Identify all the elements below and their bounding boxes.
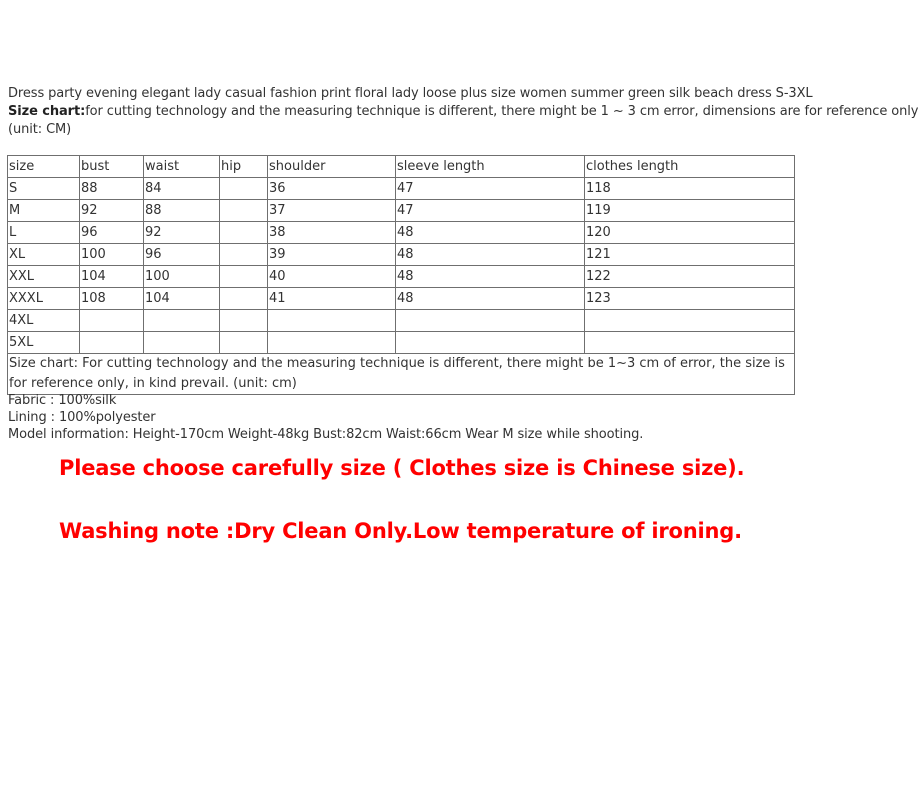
- table-cell: [585, 332, 795, 354]
- table-cell: 100: [80, 244, 144, 266]
- table-cell: [220, 332, 268, 354]
- table-footnote: Size chart: For cutting technology and the measuring technique is different, there might be 1~3 cm of error, the size is for reference only, in kind prevail. (unit: cm): [8, 354, 795, 395]
- column-header: shoulder: [268, 156, 396, 178]
- table-cell: L: [8, 222, 80, 244]
- table-cell: 47: [396, 200, 585, 222]
- table-cell: [80, 332, 144, 354]
- table-cell: 48: [396, 244, 585, 266]
- table-cell: [268, 310, 396, 332]
- column-header: clothes length: [585, 156, 795, 178]
- table-row: [8, 178, 795, 200]
- table-cell: 38: [268, 222, 396, 244]
- table-cell: 104: [80, 266, 144, 288]
- fabric-info: Fabric : 100%silk: [8, 393, 117, 408]
- size-table: [7, 155, 795, 395]
- table-cell: 40: [268, 266, 396, 288]
- table-cell: 88: [80, 178, 144, 200]
- table-cell: 39: [268, 244, 396, 266]
- table-cell: XXXL: [8, 288, 80, 310]
- table-cell: [220, 222, 268, 244]
- table-cell: 36: [268, 178, 396, 200]
- table-cell: S: [8, 178, 80, 200]
- table-cell: XL: [8, 244, 80, 266]
- column-header: size: [8, 156, 80, 178]
- table-cell: 47: [396, 178, 585, 200]
- column-header: hip: [220, 156, 268, 178]
- size-notice: Please choose carefully size ( Clothes size is Chinese size).: [59, 456, 745, 480]
- table-cell: [268, 332, 396, 354]
- table-cell: 118: [585, 178, 795, 200]
- table-cell: 48: [396, 266, 585, 288]
- table-cell: 119: [585, 200, 795, 222]
- table-row: [8, 288, 795, 310]
- table-cell: 48: [396, 222, 585, 244]
- table-cell: [396, 332, 585, 354]
- table-cell: 96: [80, 222, 144, 244]
- table-cell: 108: [80, 288, 144, 310]
- table-cell: 120: [585, 222, 795, 244]
- table-cell: 37: [268, 200, 396, 222]
- table-row: [8, 222, 795, 244]
- table-cell: 100: [144, 266, 220, 288]
- table-cell: [220, 310, 268, 332]
- table-cell: 88: [144, 200, 220, 222]
- table-cell: [220, 288, 268, 310]
- table-cell: 121: [585, 244, 795, 266]
- table-cell: [144, 332, 220, 354]
- column-header: waist: [144, 156, 220, 178]
- column-header: bust: [80, 156, 144, 178]
- table-header-row: [8, 156, 795, 178]
- table-cell: 4XL: [8, 310, 80, 332]
- model-info: Model information: Height-170cm Weight-48kg Bust:82cm Waist:66cm Wear M size while shooting.: [8, 427, 644, 442]
- size-chart-note: [8, 104, 918, 119]
- table-cell: 104: [144, 288, 220, 310]
- table-cell: [220, 266, 268, 288]
- column-header: sleeve length: [396, 156, 585, 178]
- lining-info: Lining : 100%polyester: [8, 410, 156, 425]
- washing-notice: Washing note :Dry Clean Only.Low temperature of ironing.: [59, 519, 742, 543]
- table-cell: [220, 244, 268, 266]
- table-cell: [585, 310, 795, 332]
- table-cell: 122: [585, 266, 795, 288]
- size-chart-label: Size chart:: [8, 104, 86, 119]
- table-cell: M: [8, 200, 80, 222]
- table-cell: [220, 200, 268, 222]
- table-cell: XXL: [8, 266, 80, 288]
- table-cell: [144, 310, 220, 332]
- table-cell: 84: [144, 178, 220, 200]
- table-cell: 48: [396, 288, 585, 310]
- table-cell: 123: [585, 288, 795, 310]
- table-cell: 92: [144, 222, 220, 244]
- table-footnote-row: [8, 354, 795, 395]
- table-row: [8, 200, 795, 222]
- table-cell: 41: [268, 288, 396, 310]
- table-row: [8, 244, 795, 266]
- table-cell: 96: [144, 244, 220, 266]
- table-cell: [80, 310, 144, 332]
- table-row: [8, 332, 795, 354]
- table-row: [8, 310, 795, 332]
- table-cell: [396, 310, 585, 332]
- size-chart-note-text: for cutting technology and the measuring technique is different, there might be 1 ~ 3 cm error, dimensions are for reference only: [85, 104, 918, 119]
- table-cell: 5XL: [8, 332, 80, 354]
- table-cell: 92: [80, 200, 144, 222]
- table-cell: [220, 178, 268, 200]
- product-title: Dress party evening elegant lady casual fashion print floral lady loose plus size women summer green silk beach dress S-3XL: [8, 86, 813, 101]
- table-row: [8, 266, 795, 288]
- unit-label: (unit: CM): [8, 122, 72, 137]
